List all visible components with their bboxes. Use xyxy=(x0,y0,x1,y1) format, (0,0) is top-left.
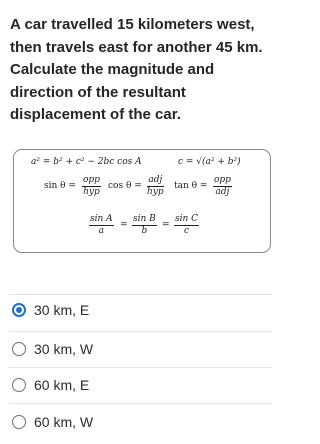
sin-formula-lhs: sin θ = xyxy=(44,181,76,191)
sine-rule-denominator: b xyxy=(141,226,148,236)
cos-numerator: adj xyxy=(148,175,163,185)
option-divider xyxy=(9,403,272,404)
question-text xyxy=(10,14,280,127)
cos-denominator: hyp xyxy=(147,187,164,197)
sine-rule-numerator: sin B xyxy=(133,214,156,224)
answer-option-label: 30 km, E xyxy=(34,302,90,318)
formula-reference-box xyxy=(13,149,271,253)
sine-rule-denominator: a xyxy=(98,226,105,236)
answer-option-label: 60 km, W xyxy=(34,414,94,430)
question-line: Calculate the magnitude and xyxy=(10,61,215,78)
radio-button[interactable] xyxy=(12,342,26,356)
hypotenuse-formula: c = √(a² + b²) xyxy=(178,157,241,167)
cosine-rule-formula: a² = b² + c² − 2bc cos A xyxy=(31,157,142,167)
answer-option-3[interactable] xyxy=(12,372,267,400)
sine-rule-denominator: c xyxy=(184,226,190,236)
equals-sign: = xyxy=(120,220,128,230)
sine-rule-numerator: sin A xyxy=(90,214,113,224)
radio-button-selected[interactable] xyxy=(12,303,26,317)
question-line: then travels east for another 45 km. xyxy=(10,38,263,56)
sine-rule-fraction-b xyxy=(132,214,157,237)
sine-rule-numerator: sin C xyxy=(175,214,199,224)
sin-denominator: hyp xyxy=(83,187,100,197)
question-line: A car travelled 15 kilometers west, xyxy=(10,16,255,33)
option-divider xyxy=(9,367,272,368)
sin-numerator: opp xyxy=(83,175,100,185)
answer-option-4[interactable] xyxy=(12,409,267,437)
option-divider xyxy=(9,331,272,332)
radio-button[interactable] xyxy=(12,415,26,429)
sine-rule-fraction-a xyxy=(89,214,114,237)
tan-formula-lhs: tan θ = xyxy=(174,181,208,191)
option-divider xyxy=(9,294,272,295)
tan-numerator: opp xyxy=(214,175,231,185)
sine-rule-fraction-c xyxy=(174,214,199,237)
answer-option-label: 60 km, E xyxy=(34,377,90,393)
answer-option-label: 30 km, W xyxy=(34,341,94,357)
cos-fraction xyxy=(147,175,164,198)
sin-fraction xyxy=(82,175,101,198)
question-line: displacement of the car. xyxy=(10,106,181,123)
radio-button[interactable] xyxy=(12,378,26,392)
answer-option-2[interactable] xyxy=(12,336,267,364)
answer-option-1[interactable] xyxy=(12,297,267,325)
equals-sign: = xyxy=(162,220,170,230)
cos-formula-lhs: cos θ = xyxy=(108,181,142,191)
tan-denominator: adj xyxy=(215,187,230,197)
tan-fraction xyxy=(213,175,232,198)
question-line: direction of the resultant xyxy=(10,83,186,101)
